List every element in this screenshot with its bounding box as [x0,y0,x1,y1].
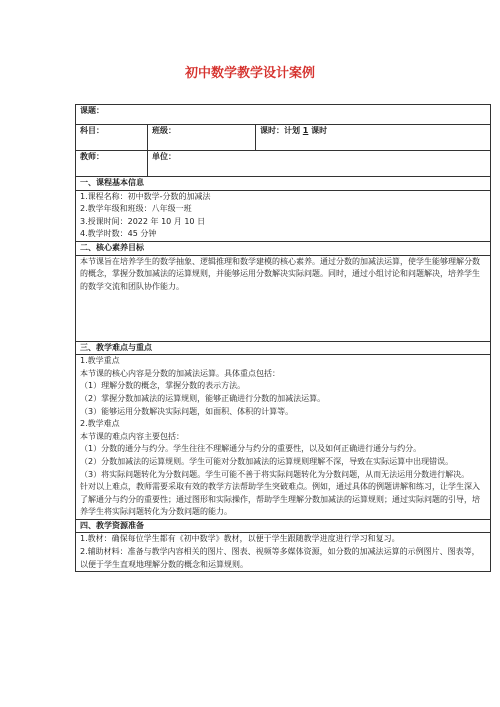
body-line: 1.教材：确保每位学生都有《初中数学》教材，以便于学生跟随教学进度进行学习和复习。 [80,534,400,544]
hours-value: 1 [302,126,309,135]
hours-unit: 课时 [311,126,328,135]
body-line: （1）分数的通分与约分。学生往往不理解通分与约分的重要性，以及如何正确进行通分与约分。 [80,444,422,454]
body-line: 本节课的难点内容主要包括： [80,431,184,441]
section-body-row [76,190,491,241]
section-title: 一、课程基本信息 [76,177,491,191]
body-line: 针对以上难点，教师需要采取有效的教学方法帮助学生突破难点。例如，通过具体的例题讲解和练习，让学生深入了解通分与约分的重要性；通过图形和实际操作，帮助学生理解分数加减法的运算规则；通过实际问题的引导，培养学生将实际问题转化为分数问题的能力。 [80,482,480,517]
section-body-row [76,255,491,341]
body-line: （2）分数加减法的运算规则。学生可能对分数加减法的运算规则理解不深，导致在实际运算中出现错误。 [80,456,454,466]
subject-cell [76,125,148,151]
section-body [76,355,491,520]
section-title: 二、核心素养目标 [76,241,491,255]
body-line: 1.教学重点 [80,356,120,366]
body-line: 3.授课时间：2022 年 10 月 10 日 [80,216,206,226]
body-line: 2.教学年级和班级：八年级一班 [80,204,192,214]
unit-cell [148,151,491,177]
body-line: （2）掌握分数加减法的运算规则，能够正确进行分数的加减法运算。 [80,393,326,403]
section-header-row [76,341,491,355]
section-body-row [76,533,491,572]
topic-row [76,105,491,125]
lesson-plan-table [75,104,491,572]
body-line: （3）将实际问题转化为分数问题。学生可能不善于将实际问题转化为分数问题，从而无法运用分数进行解决。 [80,469,470,479]
class-label: 班级： [152,126,176,135]
body-line: 本节课的核心内容是分数的加减法运算。具体重点包括： [80,368,280,378]
body-line: 2.辅助材料：准备与教学内容相关的图片、图表、视频等多媒体资源，如分数的加减法运算的示例图片、图表等，以便于学生直观地理解分数的概念和运算规则。 [80,547,480,569]
body-line: （3）能够运用分数解决实际问题，如面积、体积的计算等。 [80,406,294,416]
topic-cell [76,105,491,125]
class-cell [148,125,256,151]
unit-label: 单位： [152,152,176,161]
section-header-row [76,177,491,191]
body-line: 1.课程名称：初中数学-分数的加减法 [80,191,211,201]
hours-cell [256,125,491,151]
teacher-label: 教师： [80,152,104,161]
section-header-row [76,519,491,533]
section-body [76,533,491,572]
body-line: （1）理解分数的概念，掌握分数的表示方法。 [80,381,246,391]
body-line: 2.教学难点 [80,419,120,429]
section-title: 四、教学资源准备 [76,519,491,533]
teacher-cell [76,151,148,177]
section-title: 三、教学难点与重点 [76,341,491,355]
section-body [76,190,491,241]
teacher-row [76,151,491,177]
document-title: 初中数学教学设计案例 [184,66,315,81]
body-line: 4.教学时数：45 分钟 [80,229,157,239]
hours-label: 课时：计划 [260,126,300,135]
subject-label: 科目： [80,126,104,135]
body-line: 本节课旨在培养学生的数学抽象、逻辑推理和数学建模的核心素养。通过分数的加减法运算，使学生能够理解分数的概念，掌握分数加减法的运算规则，并能够运用分数解决实际问题。同时，通过小组讨论和问题解决，培养学生的数学交流和团队协作能力。 [80,256,480,291]
section-body-row [76,355,491,520]
section-header-row [76,241,491,255]
subject-row [76,125,491,151]
section-body [76,255,491,341]
topic-label: 课题： [80,106,104,115]
